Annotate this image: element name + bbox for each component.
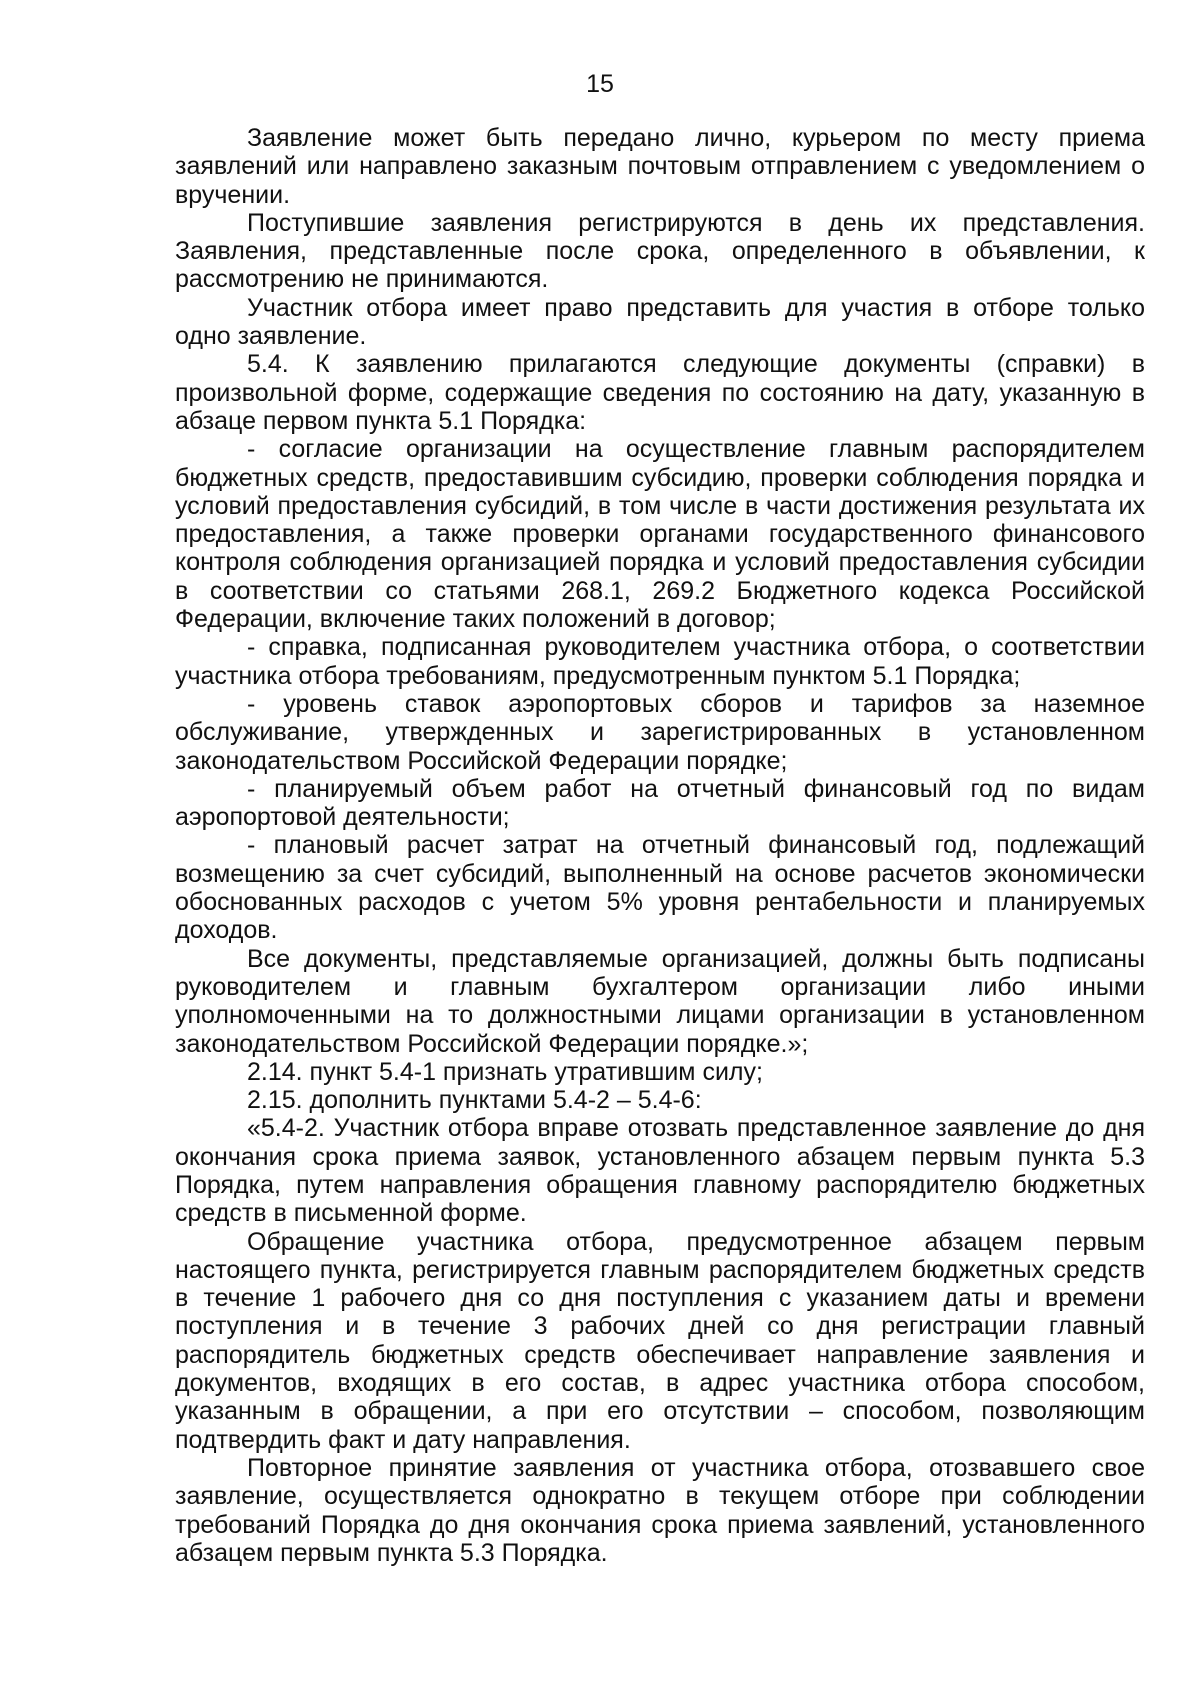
- paragraph: Обращение участника отбора, предусмотренное абзацем первым настоящего пункта, регистрируется главным распорядителем бюджетных средств в течение 1 рабочего дня со дня поступления с указанием даты и времени поступления и в течение 3 рабочих дней со дня регистрации главный распорядитель бюджетных средств обеспечивает направление заявления и документов, входящих в его состав, в адрес участника отбора способом, указанным в обращении, а при его отсутствии – способом, позволяющим подтвердить факт и дату направления.: [175, 1227, 1145, 1454]
- paragraph: 5.4. К заявлению прилагаются следующие документы (справки) в произвольной форме, содержащие сведения по состоянию на дату, указанную в абзаце первом пункта 5.1 Порядка:: [175, 350, 1145, 435]
- paragraph: 2.15. дополнить пунктами 5.4-2 – 5.4-6:: [247, 1086, 702, 1115]
- paragraph: «5.4-2. Участник отбора вправе отозвать представленное заявление до дня окончания срока приема заявок, установленного абзацем первым пункта 5.3 Порядка, путем направления обращения главному распорядителю бюджетных средств в письменной форме.: [175, 1114, 1145, 1228]
- paragraph: Участник отбора имеет право представить для участия в отборе только одно заявление.: [175, 293, 1145, 351]
- page-number: 15: [586, 70, 614, 98]
- paragraph: Все документы, представляемые организацией, должны быть подписаны руководителем и главным бухгалтером организации либо иными уполномоченными на то должностными лицами организации в установленном законодательством Российской Федерации порядке.»;: [175, 944, 1145, 1058]
- list-item: - планируемый объем работ на отчетный финансовый год по видам аэропортовой деятельности;: [175, 774, 1145, 832]
- paragraph: Заявление может быть передано лично, курьером по месту приема заявлений или направлено заказным почтовым отправлением с уведомлением о вручении.: [175, 124, 1145, 209]
- document-body: [175, 124, 1145, 1567]
- paragraph: Поступившие заявления регистрируются в день их представления. Заявления, представленные после срока, определенного в объявлении, к рассмотрению не принимаются.: [175, 208, 1145, 294]
- list-item: - справка, подписанная руководителем участника отбора, о соответствии участника отбора требованиям, предусмотренным пунктом 5.1 Порядка;: [175, 633, 1145, 690]
- list-item: - уровень ставок аэропортовых сборов и тарифов за наземное обслуживание, утвержденных и зарегистрированных в установленном законодательством Российской Федерации порядке;: [175, 689, 1145, 775]
- paragraph: 2.14. пункт 5.4-1 признать утратившим силу;: [247, 1057, 763, 1086]
- paragraph: Повторное принятие заявления от участника отбора, отозвавшего свое заявление, осуществляется однократно в текущем отборе при соблюдении требований Порядка до дня окончания срока приема заявлений, установленного абзацем первым пункта 5.3 Порядка.: [175, 1453, 1145, 1567]
- list-item: - плановый расчет затрат на отчетный финансовый год, подлежащий возмещению за счет субсидий, выполненный на основе расчетов экономически обоснованных расходов с учетом 5% уровня рентабельности и планируемых доходов.: [175, 831, 1145, 945]
- list-item: - согласие организации на осуществление главным распорядителем бюджетных средств, предоставившим субсидию, проверки соблюдения порядка и условий предоставления субсидий, в том числе в части достижения результата их предоставления, а также проверки органами государственного финансового контроля соблюдения организацией порядка и условий предоставления субсидии в соответствии со статьями 268.1, 269.2 Бюджетного кодекса Российской Федерации, включение таких положений в договор;: [175, 435, 1145, 634]
